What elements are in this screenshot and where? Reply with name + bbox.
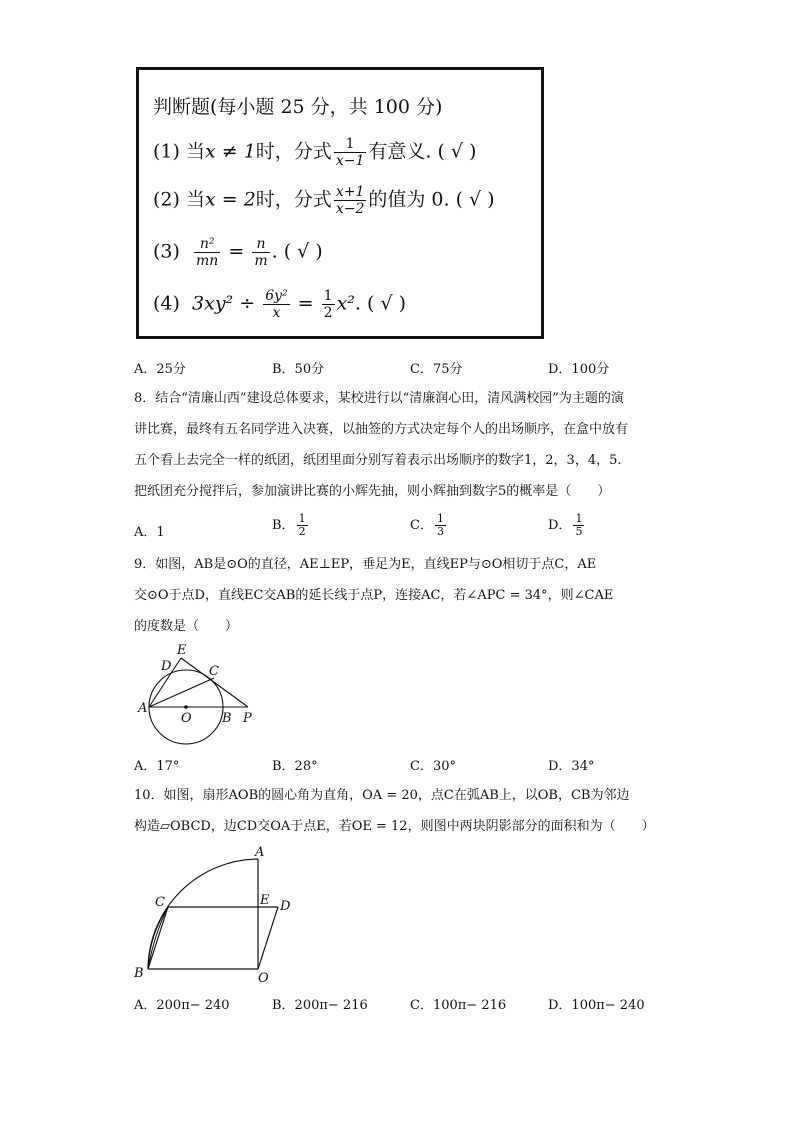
q10-line-1: 10．如图，扇形AOB的圆心角为直角，OA = 20，点C在弧AB上，以OB，CB为邻边	[134, 788, 630, 803]
q8-option-d[interactable]: D． $\frac{1}{5}$	[548, 512, 583, 538]
fraction: $\frac{\text{6y²}}{x}$	[265, 288, 288, 321]
q9-line-3: 的度数是（ ）	[134, 619, 239, 634]
fraction: $\frac{1}{2}$	[298, 512, 306, 538]
q7-option-c[interactable]: C．75分	[410, 362, 463, 377]
label-e: E	[177, 643, 187, 658]
q10-option-b[interactable]: B．200π− 216	[272, 998, 368, 1013]
q7-option-a[interactable]: A．25分	[134, 362, 186, 377]
q9-option-a[interactable]: A．17°	[134, 759, 180, 774]
label-a: A	[255, 845, 265, 860]
judgment-item-2: (2) 当x = 2时，分式 $\frac{x+1}{x-2}$ 的值为 0. ( √ )	[153, 184, 495, 217]
q8-line-4: 把纸团充分搅拌后，参加演讲比赛的小辉先抽，则小辉抽到数字5的概率是（ ）	[134, 484, 611, 499]
label-o: O	[181, 711, 192, 726]
judgment-item-4: (4) 3xy² ÷ $\frac{\text{6y²}}{x}$ = $\frac{1}{2}$ x². ( √ )	[153, 288, 406, 321]
fraction: $\frac{1}{x-1}$	[335, 136, 365, 169]
label-d: D	[280, 899, 291, 914]
q7-option-b[interactable]: B．50分	[272, 362, 325, 377]
fraction: $\frac{1}{3}$	[436, 512, 444, 538]
q9-circle-figure	[130, 640, 270, 750]
fraction: $\frac{\text{n²}}{mn}$	[196, 236, 219, 269]
q9-option-c[interactable]: C．30°	[410, 759, 456, 774]
q8-line-3: 五个看上去完全一样的纸团，纸团里面分别写着表示出场顺序的数字1，2，3，4，5.	[134, 453, 622, 468]
judgment-box	[136, 67, 544, 339]
q8-line-1: 8．结合“清廉山西”建设总体要求，某校进行以“清廉润心田，清风满校园”为主题的演	[134, 391, 624, 406]
line-bc	[148, 907, 168, 969]
center-point-o	[184, 705, 188, 709]
label-c: C	[155, 895, 165, 910]
label-c: C	[209, 664, 219, 679]
shaded-region-top	[168, 859, 258, 907]
line-do	[258, 907, 278, 969]
q8-line-2: 讲比赛，最终有五名同学进入决赛，以抽签的方式决定每个人的出场顺序，在盒中放有	[134, 422, 629, 437]
q10-option-d[interactable]: D．100π− 240	[548, 998, 645, 1013]
fraction: $\frac{x+1}{x-2}$	[335, 184, 365, 217]
q9-option-d[interactable]: D．34°	[548, 759, 595, 774]
label-d: D	[161, 659, 172, 674]
fraction: $\frac{1}{5}$	[575, 512, 583, 538]
label-a: A	[138, 701, 148, 716]
label-e: E	[260, 893, 270, 908]
fraction: $\frac{n}{m}$	[254, 236, 268, 269]
q8-option-b[interactable]: B． $\frac{1}{2}$	[272, 512, 306, 538]
q9-line-1: 9．如图，AB是⊙O的直径，AE⊥EP，垂足为E，直线EP与⊙O相切于点C，AE	[134, 557, 597, 572]
q10-sector-figure	[128, 840, 308, 990]
q7-option-d[interactable]: D．100分	[548, 362, 610, 377]
label-b: B	[222, 711, 232, 726]
label-p: P	[243, 711, 252, 726]
q10-option-c[interactable]: C．100π− 216	[410, 998, 507, 1013]
q8-option-c[interactable]: C． $\frac{1}{3}$	[410, 512, 444, 538]
fraction: $\frac{1}{2}$	[323, 288, 333, 321]
judgment-item-1: (1) 当x ≠ 1时，分式 $\frac{1}{x-1}$ 有意义. ( √ )	[153, 136, 477, 169]
judgment-title: 判断题(每小题 25 分，共 100 分)	[153, 96, 443, 118]
label-o: O	[258, 971, 269, 986]
q8-option-a[interactable]: A．1	[134, 525, 165, 540]
q9-option-b[interactable]: B．28°	[272, 759, 318, 774]
judgment-item-3: (3) $\frac{\text{n²}}{mn}$ = $\frac{n}{m}$ . ( √ )	[153, 236, 323, 269]
label-b: B	[134, 966, 144, 981]
q9-line-2: 交⊙O于点D，直线EC交AB的延长线于点P，连接AC，若∠APC = 34°，则∠CAE	[134, 588, 614, 603]
q10-line-2: 构造▱OBCD，边CD交OA于点E，若OE = 12，则图中两块阴影部分的面积和为（ ）	[134, 819, 655, 834]
q10-option-a[interactable]: A．200π− 240	[134, 998, 230, 1013]
